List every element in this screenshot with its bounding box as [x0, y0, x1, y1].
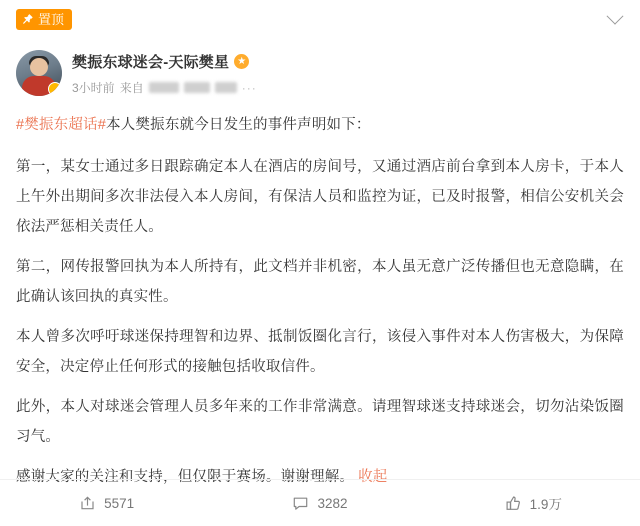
masked-source-3	[215, 82, 237, 93]
comment-icon	[292, 495, 309, 512]
pinned-bar	[0, 0, 640, 38]
paragraph-1-text: 本人樊振东就今日发生的事件声明如下：	[106, 117, 371, 133]
chevron-down-icon[interactable]	[606, 10, 624, 28]
pin-icon	[22, 13, 34, 25]
paragraph-2: 第一，某女士通过多日跟踪确定本人在酒店的房间号，又通过酒店前台拿到本人房卡，于本人上午外出期间多次非法侵入本人房间，有保洁人员和监控为证，已及时报警，相信公安机关会依法严惩相关责任人。	[16, 159, 624, 235]
vip-crown-icon[interactable]: ★	[234, 54, 249, 69]
author-name-row	[72, 51, 624, 72]
like-icon	[505, 495, 522, 512]
author-name[interactable]: 樊振东球迷会-天际樊星	[72, 54, 230, 71]
comment-count: 3282	[317, 495, 348, 511]
pinned-badge	[16, 9, 72, 30]
avatar[interactable]	[16, 50, 62, 96]
share-icon	[79, 495, 96, 512]
post-meta	[72, 79, 624, 96]
post-time: 3小时前	[72, 81, 115, 95]
share-action[interactable]	[0, 480, 213, 526]
paragraph-5: 此外，本人对球迷会管理人员多年来的工作非常满意。请理智球迷支持球迷会，切勿沾染饭圈习气。	[16, 399, 624, 445]
pinned-label: 置顶	[38, 11, 65, 27]
share-count: 5571	[104, 495, 135, 511]
masked-source-1	[149, 82, 179, 93]
post-header	[0, 38, 640, 96]
topic-link[interactable]: #樊振东超话#	[16, 117, 107, 133]
like-action[interactable]	[427, 480, 640, 526]
source-ellipsis: ···	[241, 80, 257, 95]
paragraph-6-text: 感谢大家的关注和支持，但仅限于赛场。谢谢理解。	[16, 469, 355, 485]
like-count: 1.9万	[529, 497, 562, 512]
paragraph-3: 第二，网传报警回执为本人所持有，此文档并非机密，本人虽无意广泛传播但也无意隐瞒，在此确认该回执的真实性。	[16, 259, 624, 305]
comment-action[interactable]	[213, 480, 426, 526]
avatar-verified-badge	[48, 82, 62, 96]
paragraph-1	[16, 110, 624, 140]
paragraph-4: 本人曾多次呼吁球迷保持理智和边界、抵制饭圈化言行，该侵入事件对本人伤害极大，为保障安全，决定停止任何形式的接触包括收取信件。	[16, 329, 624, 375]
masked-source-2	[184, 82, 210, 93]
post-content	[0, 96, 640, 492]
post-actions	[0, 479, 640, 526]
collapse-link[interactable]: 收起	[358, 469, 388, 485]
post-source-label: 来自	[119, 81, 144, 95]
